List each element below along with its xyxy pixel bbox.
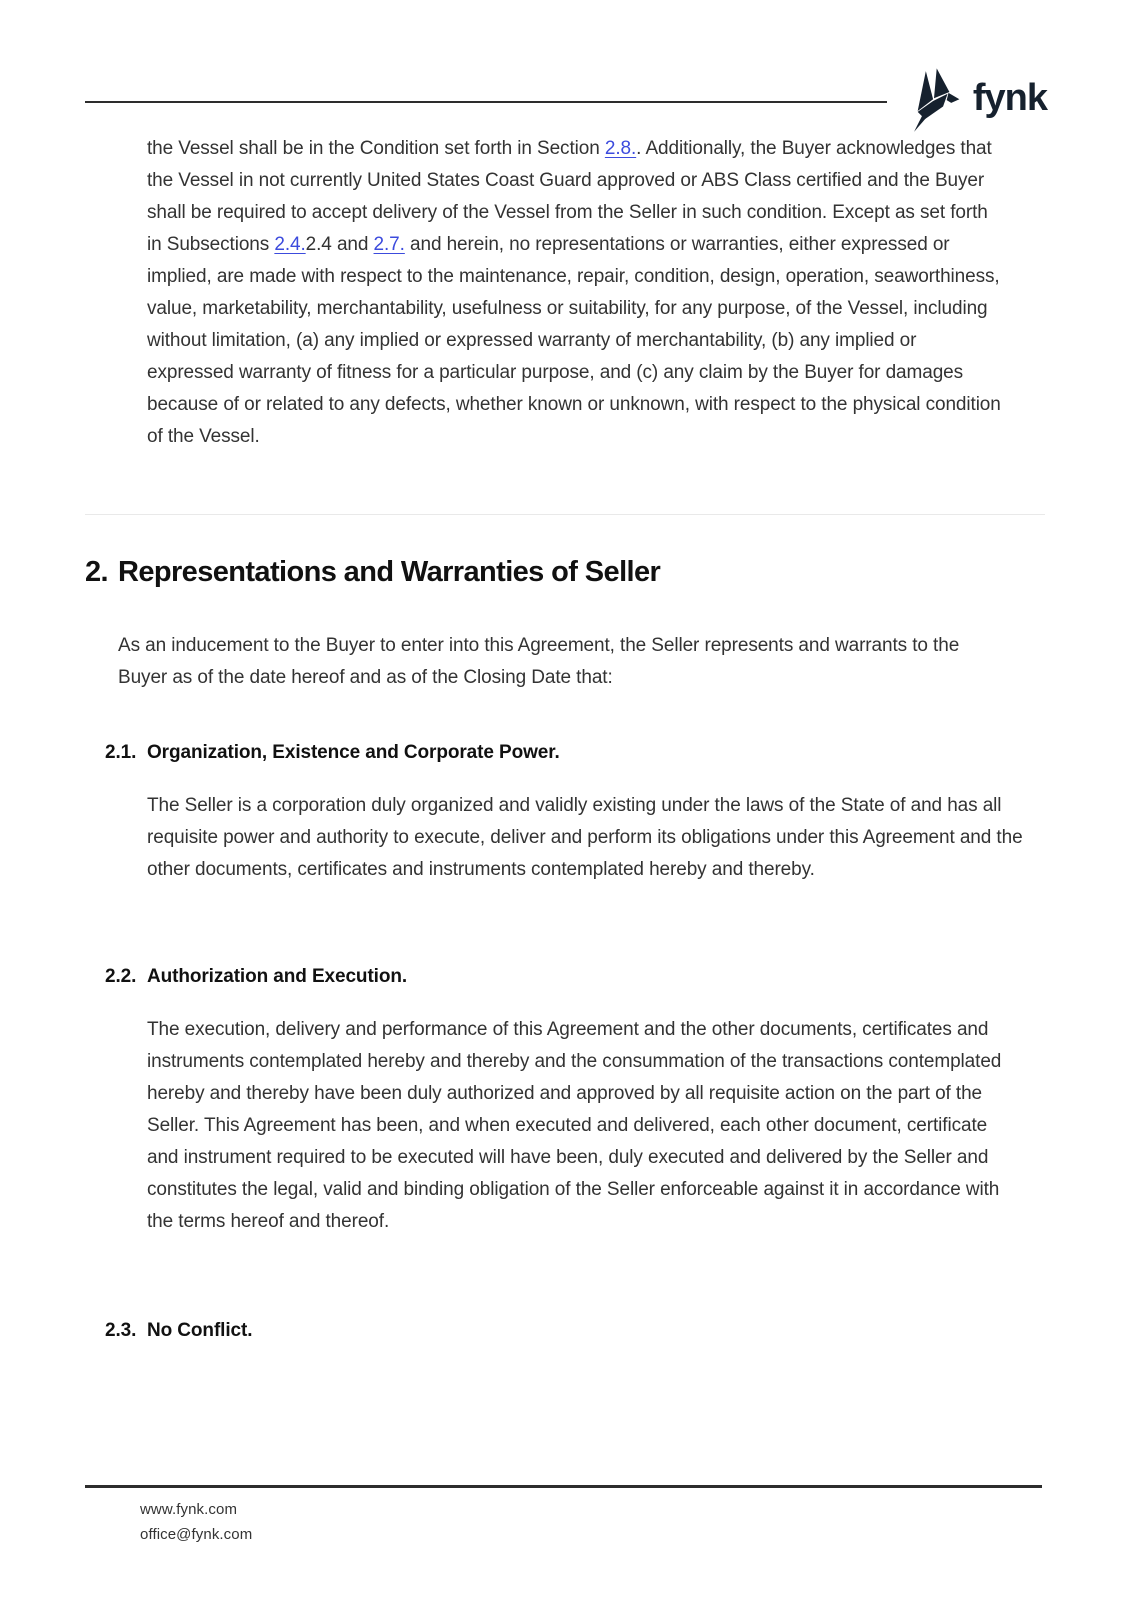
page-footer	[85, 1485, 1042, 1547]
vessel-condition-paragraph	[147, 133, 1003, 453]
header-rule	[85, 101, 887, 103]
section-2-8-link[interactable]: 2.8.	[604, 138, 637, 159]
subsection-2-7-link[interactable]: 2.7.	[373, 234, 405, 255]
subsection-heading-2-1	[105, 742, 560, 764]
paragraph-text: the Vessel shall be in the Condition set forth in Section	[147, 138, 605, 159]
section-title: Representations and Warranties of Seller	[118, 556, 661, 588]
subsection-heading-2-2	[105, 966, 407, 988]
subsection-title: Organization, Existence and Corporate Power.	[147, 742, 560, 763]
subsection-number: 2.1.	[105, 742, 137, 763]
section-heading	[85, 556, 660, 589]
section-number: 2.	[85, 556, 108, 588]
paragraph-text: and herein, no representations or warranties, either expressed or implied, are made with respect to the maintenance, repair, condition, design, operation, seaworthiness, value, marketability, merchantability, usefulness or suitability, for any purpose, of the Vessel, including without limitation, (a) any implied or expressed warranty of merchantability, (b) any implied or expressed warranty of fitness for a particular purpose, and (c) any claim by the Buyer for damages because of or related to any defects, whether known or unknown, with respect to the physical condition of the Vessel.	[147, 234, 1001, 447]
fynk-logo	[905, 68, 1047, 134]
subsection-title: No Conflict.	[147, 1320, 253, 1341]
subsection-body-2-1: The Seller is a corporation duly organized and validly existing under the laws of the State of and has all requisite power and authority to execute, deliver and perform its obligations under this Agreement and the other documents, certificates and instruments contemplated hereby and thereby.	[147, 795, 1023, 880]
fynk-wordmark: fynk	[972, 77, 1047, 119]
footer-email: office@fynk.com	[140, 1526, 253, 1543]
paragraph-text: . Additionally, the Buyer acknowledges that the Vessel in not currently United States Coast Guard approved or ABS Class certified and the Buyer shall be required to accept delivery of the Vessel from the Seller in such condition. Except as set forth in Subsections	[147, 138, 992, 255]
subsection-2-4-link[interactable]: 2.4.	[274, 234, 306, 255]
subsection-number: 2.3.	[105, 1320, 137, 1341]
letterhead	[85, 64, 1047, 138]
subsection-body-2-2: The execution, delivery and performance of this Agreement and the other documents, certificates and instruments contemplated hereby and thereby and the consummation of the transactions contemplated hereby and thereby have been duly authorized and approved by all requisite action on the part of the Seller. This Agreement has been, and when executed and delivered, each other document, certificate and instrument required to be executed will have been, duly executed and delivered by the Seller and constitutes the legal, valid and binding obligation of the Seller enforceable against it in accordance with the terms hereof and thereof.	[147, 1019, 1002, 1232]
footer-website: www.fynk.com	[140, 1501, 238, 1518]
origami-bird-icon	[905, 68, 963, 134]
subsection-number: 2.2.	[105, 966, 137, 987]
paragraph-text: 2.4 and	[305, 234, 374, 255]
section-divider	[85, 514, 1045, 515]
subsection-title: Authorization and Execution.	[147, 966, 408, 987]
subsection-heading-2-3	[105, 1320, 252, 1342]
section-lead-paragraph: As an inducement to the Buyer to enter into this Agreement, the Seller represents and warrants to the Buyer as of the date hereof and as of the Closing Date that:	[118, 635, 960, 688]
